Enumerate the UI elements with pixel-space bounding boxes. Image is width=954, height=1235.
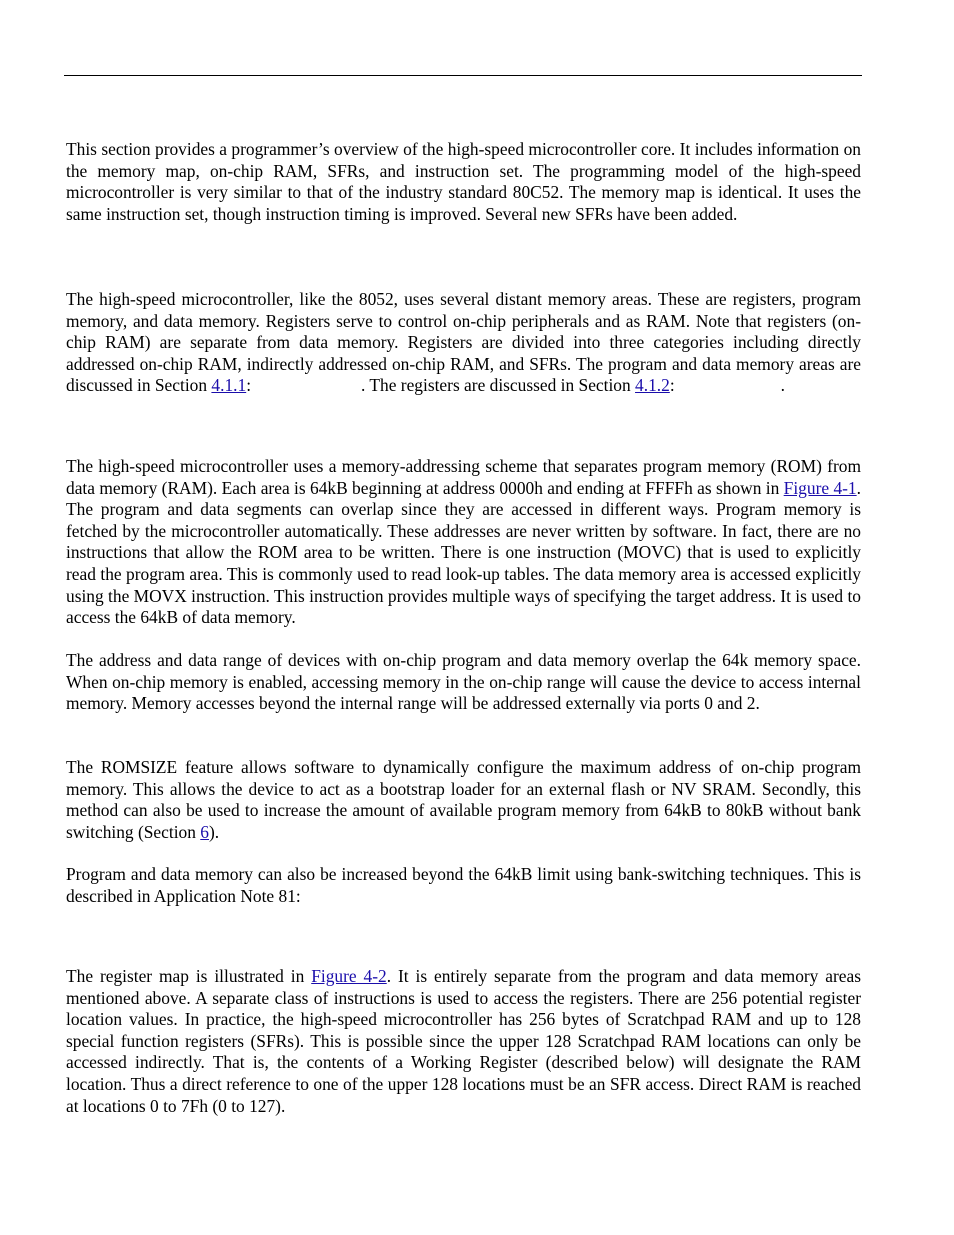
romsize-paragraph [66, 757, 861, 843]
section-link-4-1-1[interactable]: 4.1.1 [211, 375, 247, 396]
header-rule [64, 75, 862, 76]
text-run: . The registers are discussed in Section [361, 375, 636, 396]
text-run: . It is entirely separate from the program and data memory areas mentioned above. A separate class of instructions is used to access the registers. There are 256 potential register location values. In practice, the high-speed microcontroller has 256 bytes of Scratchpad RAM and up to 128 special function registers (SFRs). This is possible since the upper 128 Scratchpad RAM locations can only be accessed indirectly. That is, the contents of a Working Register (described below) will designate the RAM location. Thus a direct reference to one of the upper 128 locations must be an SFR access. Direct RAM is reached at locations 0 to 7Fh (0 to 127). [66, 966, 861, 1116]
text-run: ). [208, 821, 220, 842]
memory-areas-paragraph [66, 289, 861, 397]
memory-map-paragraph [66, 456, 861, 629]
text-run: . The program and data segments can overlap since they are accessed in different ways. Program memory is fetched by the microcontroller automatically. These addresses are never written by software. In fact, there are no instructions that allow the ROM area to be written. There is one instruction (MOVC) that is used to explicitly read the program area. This is commonly used to read look-up tables. The data memory area is accessed explicitly using the MOVX instruction. This instruction provides multiple ways of specifying the target address. It is used to access the 64kB of data memory. [66, 477, 861, 628]
figure-link-4-2[interactable]: Figure 4-2 [311, 966, 387, 986]
text-run: The high-speed microcontroller, like the 8052, uses several distant memory areas. These are registers, program memory, and data memory. Registers serve to control on-chip peripherals and as RAM. Note that registers (on-chip RAM) are separate from data memory. Registers are divided into three categories including directly addressed on-chip RAM, indirectly addressed on-chip RAM, and SFRs. The program and data memory areas are discussed in Section [66, 289, 861, 396]
figure-link-4-1[interactable]: Figure 4-1 [783, 477, 857, 498]
text-run: The high-speed microcontroller uses a memory-addressing scheme that separates program memory (ROM) from data memory (RAM). Each area is 64kB beginning at address 0000h and ending at FFFFh as shown in [66, 456, 861, 498]
text-run: The ROMSIZE feature allows software to dynamically configure the maximum address of on-chip program memory. This allows the device to act as a bootstrap loader for an external flash or NV SRAM. Secondly, this method can also be used to increase the amount of available program memory from 64kB to 80kB without bank switching (Section [66, 757, 861, 842]
text-run: : [669, 375, 675, 396]
bank-switching-paragraph: Program and data memory can also be increased beyond the 64kB limit using bank-switching techniques. This is described in Application Note 81: [66, 864, 861, 906]
register-map-paragraph [66, 966, 861, 1117]
section-link-6[interactable]: 6 [200, 821, 209, 842]
onchip-memory-paragraph: The address and data range of devices with on-chip program and data memory overlap the 64k memory space. When on-chip memory is enabled, accessing memory in the on-chip range will cause the device to access internal memory. Memory accesses beyond the internal range will be addressed externally via ports 0 and 2. [66, 650, 861, 714]
text-run: . [780, 375, 786, 396]
text-run: : [246, 375, 252, 396]
intro-paragraph: This section provides a programmer’s overview of the high-speed microcontroller core. It includes information on the memory map, on-chip RAM, SFRs, and instruction set. The programming model of the high-speed microcontroller is very similar to that of the industry standard 80C52. The memory map is identical. It uses the same instruction set, though instruction timing is improved. Several new SFRs have been added. [66, 139, 861, 224]
text-run: The register map is illustrated in [66, 966, 312, 986]
section-link-4-1-2[interactable]: 4.1.2 [635, 375, 670, 396]
